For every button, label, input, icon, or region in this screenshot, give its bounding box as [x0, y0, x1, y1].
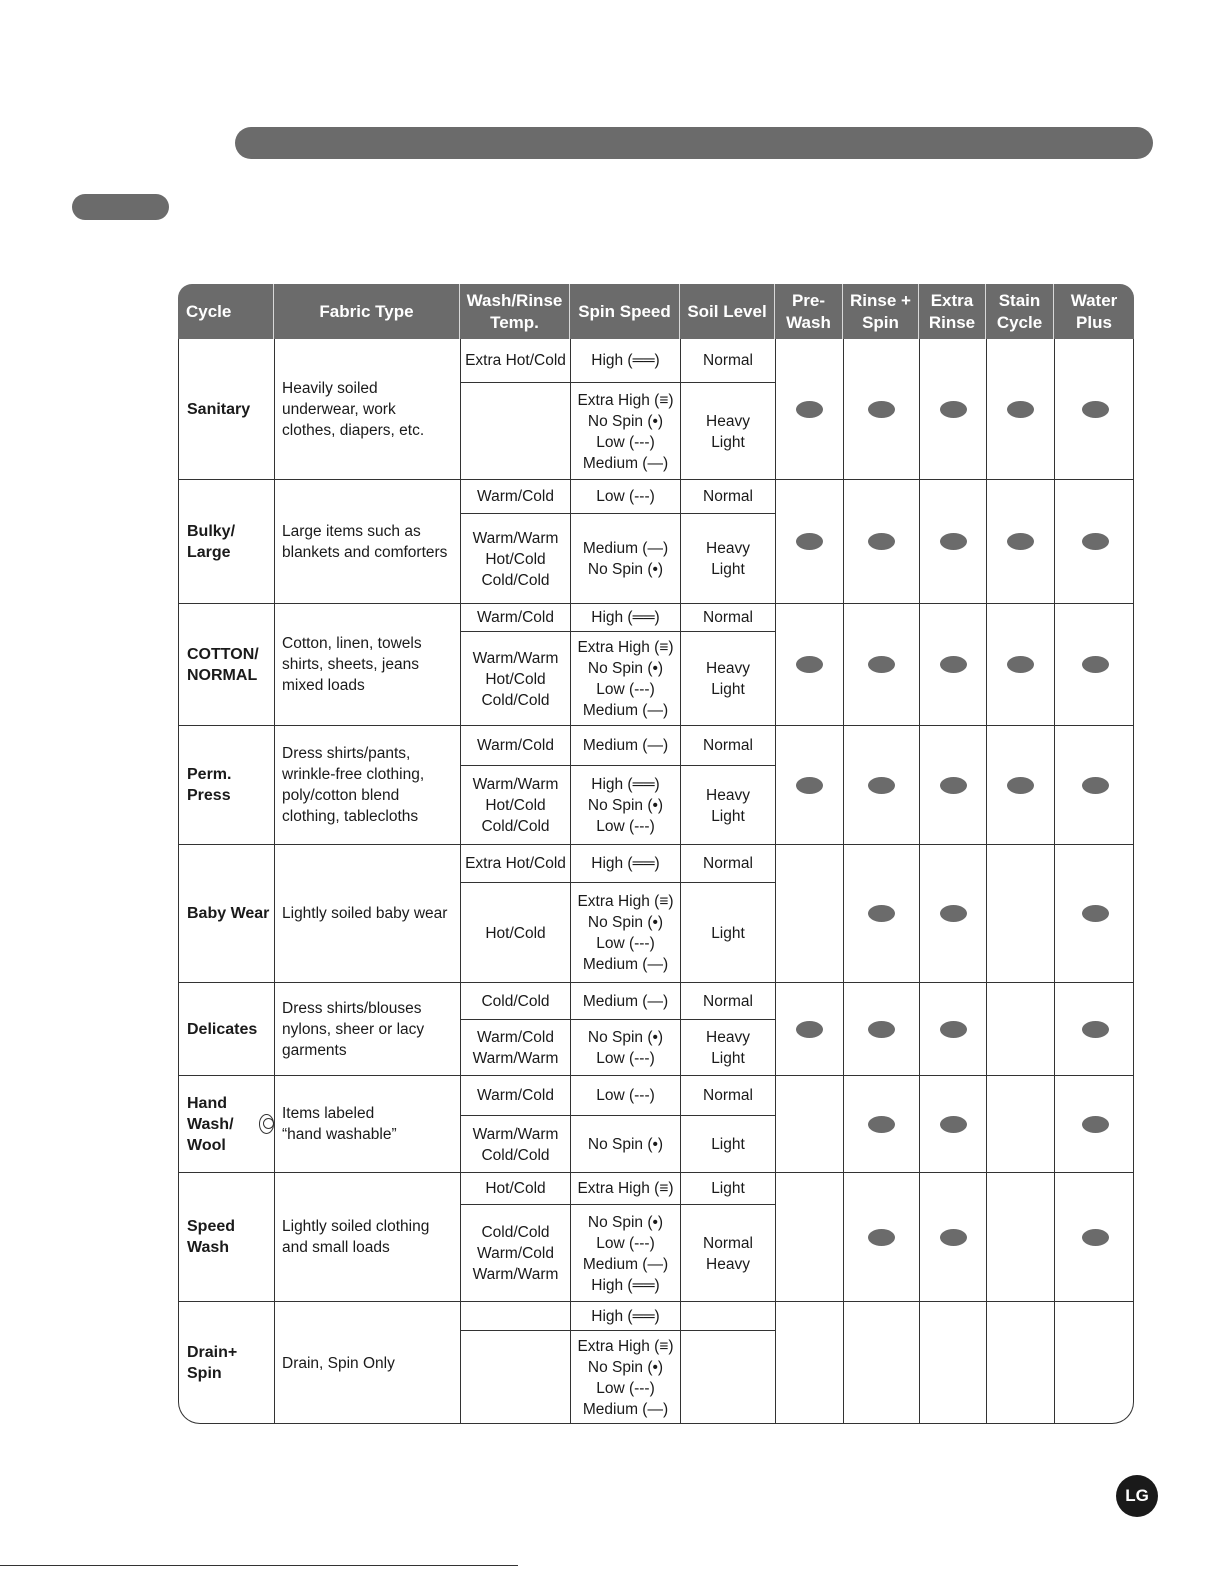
option-prewash — [776, 1173, 844, 1301]
option-stain — [987, 726, 1055, 844]
option-waterplus — [1055, 604, 1135, 725]
option-available-dot — [868, 656, 895, 673]
setting-soil — [681, 604, 776, 725]
option-available-dot — [868, 1116, 895, 1133]
option-stain — [987, 1076, 1055, 1172]
option-available-dot — [868, 401, 895, 418]
table-header — [178, 284, 1134, 339]
cycle-name: Baby Wear — [179, 845, 275, 982]
section-header-bar — [235, 127, 1153, 159]
available-spin: Extra High (≡) No Spin (•) Low (---) Medium (—) — [577, 391, 674, 472]
option-available-dot — [796, 1021, 823, 1038]
option-available-dot — [1082, 401, 1109, 418]
fabric-type: Lightly soiled baby wear — [275, 845, 461, 982]
header-spin: Spin Speed — [570, 284, 680, 339]
setting-soil — [681, 983, 776, 1075]
footer-rule — [0, 1565, 518, 1566]
setting-temp — [461, 604, 571, 725]
available-spin: Extra High (≡) No Spin (•) Low (---) Medium (—) — [577, 1337, 674, 1418]
lg-logo: LG — [1116, 1475, 1158, 1517]
option-available-dot — [868, 905, 895, 922]
setting-temp — [461, 1173, 571, 1301]
option-available-dot — [1007, 777, 1034, 794]
cycle-name: Sanitary — [179, 339, 275, 479]
option-extrarinse — [920, 845, 987, 982]
setting-spin — [571, 1076, 681, 1172]
section-tab-pill — [72, 194, 169, 220]
table-row — [179, 1173, 1133, 1302]
option-available-dot — [1007, 533, 1034, 550]
setting-soil — [681, 726, 776, 844]
option-prewash — [776, 480, 844, 603]
table-row — [179, 1302, 1133, 1424]
option-prewash — [776, 726, 844, 844]
available-spin: High (══) No Spin (•) Low (---) — [587, 776, 664, 835]
option-rinsespin — [844, 1076, 920, 1172]
available-soil: Heavy Light — [706, 1029, 750, 1067]
default-spin: Extra High (≡) — [571, 1173, 680, 1205]
setting-soil — [681, 1302, 776, 1424]
option-extrarinse — [920, 1302, 987, 1424]
available-soil: Heavy Light — [706, 540, 750, 578]
default-soil: Normal — [681, 480, 775, 514]
table-body — [178, 339, 1134, 1424]
option-available-dot — [940, 533, 967, 550]
option-stain — [987, 1302, 1055, 1424]
option-available-dot — [940, 905, 967, 922]
fabric-type: Cotton, linen, towels shirts, sheets, jeans mixed loads — [275, 604, 461, 725]
cycle-guide-table — [178, 284, 1134, 1418]
default-spin: High (══) — [571, 339, 680, 383]
available-spin: No Spin (•) — [587, 1136, 664, 1153]
default-temp: Cold/Cold — [461, 983, 570, 1020]
option-available-dot — [868, 533, 895, 550]
setting-spin — [571, 480, 681, 603]
option-extrarinse — [920, 726, 987, 844]
default-temp: Warm/Cold — [461, 726, 570, 766]
option-waterplus — [1055, 726, 1135, 844]
setting-spin — [571, 604, 681, 725]
setting-soil — [681, 1173, 776, 1301]
option-stain — [987, 604, 1055, 725]
option-available-dot — [1082, 533, 1109, 550]
available-temp — [461, 383, 570, 480]
option-waterplus — [1055, 339, 1135, 479]
option-prewash — [776, 1302, 844, 1424]
option-prewash — [776, 604, 844, 725]
cycle-name: Bulky/ Large — [179, 480, 275, 603]
option-extrarinse — [920, 339, 987, 479]
default-soil: Normal — [681, 1076, 775, 1116]
setting-soil — [681, 1076, 776, 1172]
default-temp — [461, 1302, 570, 1331]
fabric-type: Items labeled “hand washable” — [275, 1076, 461, 1172]
setting-soil — [681, 339, 776, 479]
option-waterplus — [1055, 1173, 1135, 1301]
default-soil: Normal — [681, 983, 775, 1020]
option-rinsespin — [844, 604, 920, 725]
cycle-name: COTTON/ NORMAL — [179, 604, 275, 725]
option-rinsespin — [844, 726, 920, 844]
fabric-type: Large items such as blankets and comforters — [275, 480, 461, 603]
option-extrarinse — [920, 983, 987, 1075]
default-temp: Extra Hot/Cold — [461, 339, 570, 383]
available-spin: No Spin (•) Low (---) — [587, 1029, 664, 1067]
available-temp — [461, 1331, 570, 1424]
setting-spin — [571, 339, 681, 479]
default-temp: Warm/Cold — [461, 1076, 570, 1116]
available-temp: Warm/Warm Hot/Cold Cold/Cold — [472, 649, 559, 709]
table-row — [179, 845, 1133, 983]
option-waterplus — [1055, 1076, 1135, 1172]
setting-temp — [461, 1076, 571, 1172]
table-row — [179, 983, 1133, 1076]
default-temp: Warm/Cold — [461, 604, 570, 632]
fabric-type: Dress shirts/pants, wrinkle-free clothing, poly/cotton blend clothing, tablecloths — [275, 726, 461, 844]
available-soil: Light — [711, 924, 745, 942]
option-available-dot — [940, 401, 967, 418]
option-available-dot — [1082, 656, 1109, 673]
default-temp: Hot/Cold — [461, 1173, 570, 1205]
default-spin: Low (---) — [571, 1076, 680, 1116]
available-temp: Cold/Cold Warm/Cold Warm/Warm — [472, 1224, 559, 1283]
option-rinsespin — [844, 339, 920, 479]
default-temp: Extra Hot/Cold — [461, 845, 570, 883]
available-temp: Warm/Cold Warm/Warm — [472, 1029, 559, 1067]
default-soil: Light — [681, 1173, 775, 1205]
option-stain — [987, 983, 1055, 1075]
setting-spin — [571, 1173, 681, 1301]
setting-spin — [571, 726, 681, 844]
option-stain — [987, 1173, 1055, 1301]
setting-spin — [571, 983, 681, 1075]
option-prewash — [776, 845, 844, 982]
option-available-dot — [1007, 401, 1034, 418]
fabric-type: Heavily soiled underwear, work clothes, diapers, etc. — [275, 339, 461, 479]
fabric-type: Dress shirts/blouses nylons, sheer or lacy garments — [275, 983, 461, 1075]
cycle-name: Perm. Press — [179, 726, 275, 844]
header-rinsespin: Rinse + Spin — [843, 284, 919, 339]
setting-temp — [461, 726, 571, 844]
default-spin: High (══) — [571, 604, 680, 632]
available-spin: Extra High (≡) No Spin (•) Low (---) Medium (—) — [577, 639, 674, 719]
available-soil: Light — [711, 1136, 745, 1153]
setting-temp — [461, 845, 571, 982]
default-spin: Low (---) — [571, 480, 680, 514]
table-row — [179, 604, 1133, 726]
setting-soil — [681, 480, 776, 603]
setting-spin — [571, 1302, 681, 1424]
option-rinsespin — [844, 1302, 920, 1424]
setting-temp — [461, 1302, 571, 1424]
cycle-name: Hand Wash/ Wool — [179, 1076, 275, 1172]
available-soil: Normal Heavy — [703, 1234, 753, 1273]
header-prewash: Pre- Wash — [775, 284, 843, 339]
setting-soil — [681, 845, 776, 982]
default-spin: High (══) — [571, 1302, 680, 1331]
option-available-dot — [796, 656, 823, 673]
table-row — [179, 1076, 1133, 1173]
default-spin: Medium (—) — [571, 983, 680, 1020]
available-spin: Medium (—) No Spin (•) — [582, 540, 669, 578]
header-cycle: Cycle — [178, 284, 274, 339]
table-row — [179, 480, 1133, 604]
option-rinsespin — [844, 845, 920, 982]
option-rinsespin — [844, 480, 920, 603]
table-row — [179, 339, 1133, 480]
setting-temp — [461, 480, 571, 603]
option-available-dot — [1082, 777, 1109, 794]
option-available-dot — [868, 1021, 895, 1038]
default-soil — [681, 1302, 775, 1331]
cycle-name: Drain+ Spin — [179, 1302, 275, 1424]
cycle-name: Delicates — [179, 983, 275, 1075]
option-prewash — [776, 983, 844, 1075]
setting-spin — [571, 845, 681, 982]
default-spin: High (══) — [571, 845, 680, 883]
option-waterplus — [1055, 983, 1135, 1075]
cycle-name: Speed Wash — [179, 1173, 275, 1301]
option-prewash — [776, 1076, 844, 1172]
option-available-dot — [796, 401, 823, 418]
default-soil: Normal — [681, 845, 775, 883]
default-temp: Warm/Cold — [461, 480, 570, 514]
option-available-dot — [796, 777, 823, 794]
option-rinsespin — [844, 1173, 920, 1301]
option-available-dot — [868, 777, 895, 794]
option-available-dot — [1007, 656, 1034, 673]
default-soil: Normal — [681, 604, 775, 632]
option-extrarinse — [920, 1076, 987, 1172]
default-soil: Normal — [681, 726, 775, 766]
header-temp: Wash/Rinse Temp. — [460, 284, 570, 339]
option-available-dot — [940, 656, 967, 673]
available-soil — [681, 1331, 775, 1424]
option-prewash — [776, 339, 844, 479]
option-available-dot — [940, 777, 967, 794]
default-spin: Medium (—) — [571, 726, 680, 766]
option-waterplus — [1055, 845, 1135, 982]
header-fabric: Fabric Type — [274, 284, 460, 339]
option-available-dot — [940, 1229, 967, 1246]
fabric-type: Lightly soiled clothing and small loads — [275, 1173, 461, 1301]
available-temp: Hot/Cold — [485, 924, 546, 942]
available-soil: Heavy Light — [706, 412, 750, 451]
option-available-dot — [796, 533, 823, 550]
setting-temp — [461, 339, 571, 479]
option-stain — [987, 480, 1055, 603]
available-temp: Warm/Warm Cold/Cold — [472, 1125, 559, 1164]
option-available-dot — [940, 1116, 967, 1133]
table-row — [179, 726, 1133, 845]
option-stain — [987, 339, 1055, 479]
available-soil: Heavy Light — [706, 660, 750, 698]
header-soil: Soil Level — [680, 284, 775, 339]
wool-symbol-icon — [259, 1114, 274, 1134]
default-soil: Normal — [681, 339, 775, 383]
option-rinsespin — [844, 983, 920, 1075]
option-extrarinse — [920, 1173, 987, 1301]
option-stain — [987, 845, 1055, 982]
available-spin: No Spin (•) Low (---) Medium (—) High (══) — [582, 1213, 669, 1294]
option-extrarinse — [920, 480, 987, 603]
setting-temp — [461, 983, 571, 1075]
option-available-dot — [1082, 1229, 1109, 1246]
option-available-dot — [1082, 905, 1109, 922]
header-extrarinse: Extra Rinse — [919, 284, 986, 339]
available-spin: Extra High (≡) No Spin (•) Low (---) Medium (—) — [577, 893, 674, 973]
available-temp: Warm/Warm Hot/Cold Cold/Cold — [472, 776, 559, 835]
option-available-dot — [1082, 1116, 1109, 1133]
fabric-type: Drain, Spin Only — [275, 1302, 461, 1424]
header-stain: Stain Cycle — [986, 284, 1054, 339]
option-available-dot — [868, 1229, 895, 1246]
option-waterplus — [1055, 480, 1135, 603]
option-available-dot — [940, 1021, 967, 1038]
option-extrarinse — [920, 604, 987, 725]
available-temp: Warm/Warm Hot/Cold Cold/Cold — [472, 529, 559, 589]
option-available-dot — [1082, 1021, 1109, 1038]
header-waterplus: Water Plus — [1070, 290, 1118, 332]
option-waterplus — [1055, 1302, 1135, 1424]
available-soil: Heavy Light — [706, 786, 750, 825]
